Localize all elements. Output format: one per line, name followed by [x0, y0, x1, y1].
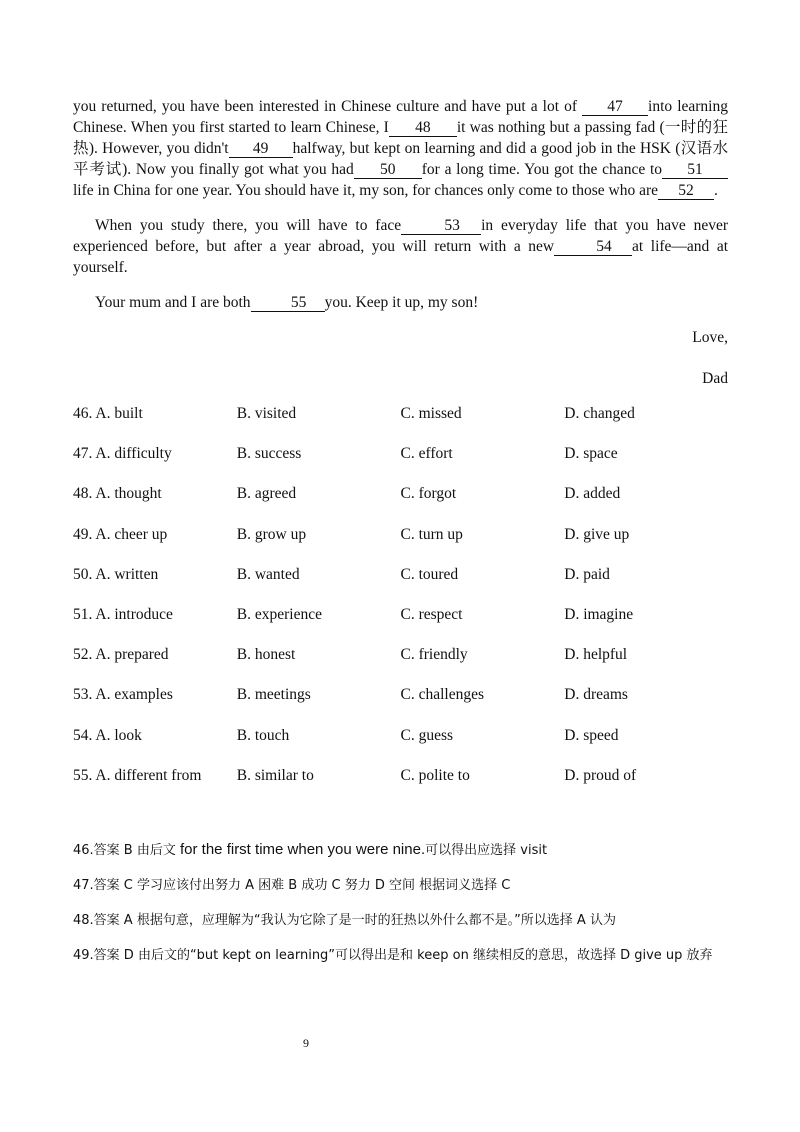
answer-48: 48.答案 A 根据句意，应理解为“我认为它除了是一时的狂热以外什么都不是。”所以选择 A 认为	[73, 912, 616, 928]
option-c: C. toured	[400, 565, 459, 583]
option-d: D. imagine	[564, 605, 634, 623]
option-d: D. speed	[564, 726, 619, 744]
option-b: B. touch	[236, 726, 290, 744]
option-a: 54. A. look	[73, 726, 142, 744]
option-d: D. space	[564, 445, 618, 463]
option-c: C. turn up	[400, 525, 463, 543]
document-page	[73, 96, 728, 981]
option-b: B. experience	[236, 605, 322, 623]
option-row-51	[73, 606, 728, 646]
letter-signature: Dad	[702, 370, 728, 387]
letter-paragraph-1	[73, 96, 728, 201]
text-run: it was nothing but a passing fad (一时的狂热). However, you didn't	[73, 119, 728, 157]
blank-50: 50	[354, 162, 422, 179]
option-c: C. respect	[400, 605, 463, 623]
option-row-46	[73, 405, 728, 445]
option-a: 47. A. difficulty	[73, 445, 172, 463]
text-run: for a long time. You got the chance to	[421, 161, 662, 178]
answer-47: 47.答案 C 学习应该付出努力 A 困难 B 成功 C 努力 D 空间 根据词义选择 C	[73, 877, 511, 893]
answer-46	[73, 840, 728, 861]
answer-quote: for the first time when you were nine.	[180, 840, 426, 858]
option-d: D. dreams	[564, 686, 628, 704]
option-b: B. honest	[236, 646, 296, 664]
option-a: 48. A. thought	[73, 485, 162, 503]
option-a: 49. A. cheer up	[73, 525, 168, 543]
answer-text: 46.答案 B 由后文	[73, 842, 180, 858]
option-c: C. effort	[400, 445, 453, 463]
text-run: at life—and at yourself.	[73, 238, 729, 276]
text-run: you. Keep it up, my son!	[324, 294, 479, 311]
option-a: 52. A. prepared	[73, 646, 169, 664]
option-a: 55. A. different from	[73, 766, 202, 784]
option-a: 51. A. introduce	[73, 605, 173, 623]
answer-text: 可以得出应选择 visit	[425, 842, 548, 858]
blank-55: 55	[251, 295, 325, 312]
options-list	[73, 405, 728, 807]
page-number: 9	[303, 1036, 309, 1050]
option-d: D. added	[564, 485, 621, 503]
option-d: D. proud of	[564, 766, 637, 784]
option-a: 53. A. examples	[73, 686, 173, 704]
option-c: C. guess	[400, 726, 454, 744]
option-c: C. forgot	[400, 485, 457, 503]
option-d: D. helpful	[564, 646, 628, 664]
option-row-48	[73, 485, 728, 525]
blank-54: 54	[554, 239, 632, 256]
text-run: Your mum and I are both	[95, 294, 251, 311]
option-b: B. grow up	[236, 525, 307, 543]
option-d: D. changed	[564, 405, 635, 422]
option-c: C. missed	[400, 405, 462, 422]
text-run: halfway, but kept on learning and did a good job in the HSK (汉语水平考试). Now you finally got what you had	[73, 140, 728, 178]
option-c: C. challenges	[400, 686, 485, 704]
letter-paragraph-2	[73, 215, 728, 278]
option-b: B. meetings	[236, 686, 311, 704]
blank-49: 49	[229, 141, 293, 158]
option-a: 46. A. built	[73, 405, 143, 422]
blank-52: 52	[658, 183, 714, 200]
text-run: life in China for one year. You should have it, my son, for chances only come to those who are	[73, 182, 659, 199]
option-b: B. success	[236, 445, 302, 463]
text-run: in everyday life that you have never experienced before, but after a year abroad, you will return with a new	[73, 217, 728, 255]
text-run: .	[714, 182, 718, 199]
letter-closing: Love,	[692, 329, 728, 346]
blank-47: 47	[582, 99, 648, 116]
blank-48: 48	[389, 120, 457, 137]
text-run: into learning Chinese. When you first started to learn Chinese, I	[73, 98, 728, 136]
option-row-50	[73, 566, 728, 606]
letter-paragraph-3	[73, 292, 728, 313]
option-row-54	[73, 727, 728, 767]
answer-explanations	[73, 840, 728, 966]
option-b: B. agreed	[236, 485, 297, 503]
answer-49: 49.答案 D 由后文的“but kept on learning”可以得出是和 keep on 继续相反的意思，故选择 D give up 放弃	[73, 947, 713, 963]
option-c: C. polite to	[400, 766, 470, 784]
option-b: B. wanted	[236, 565, 300, 583]
option-c: C. friendly	[400, 646, 468, 664]
text-run: When you study there, you will have to face	[95, 217, 402, 234]
option-row-53	[73, 686, 728, 726]
text-run: you returned, you have been interested in Chinese culture and have put a lot of	[73, 98, 583, 115]
blank-51: 51	[662, 162, 728, 179]
option-row-47	[73, 445, 728, 485]
option-d: D. paid	[564, 565, 610, 583]
option-row-52	[73, 646, 728, 686]
option-row-55	[73, 767, 728, 807]
option-row-49	[73, 526, 728, 566]
option-b: B. visited	[236, 405, 297, 422]
option-b: B. similar to	[236, 766, 314, 784]
option-d: D. give up	[564, 525, 630, 543]
blank-53: 53	[401, 218, 481, 235]
option-a: 50. A. written	[73, 565, 159, 583]
